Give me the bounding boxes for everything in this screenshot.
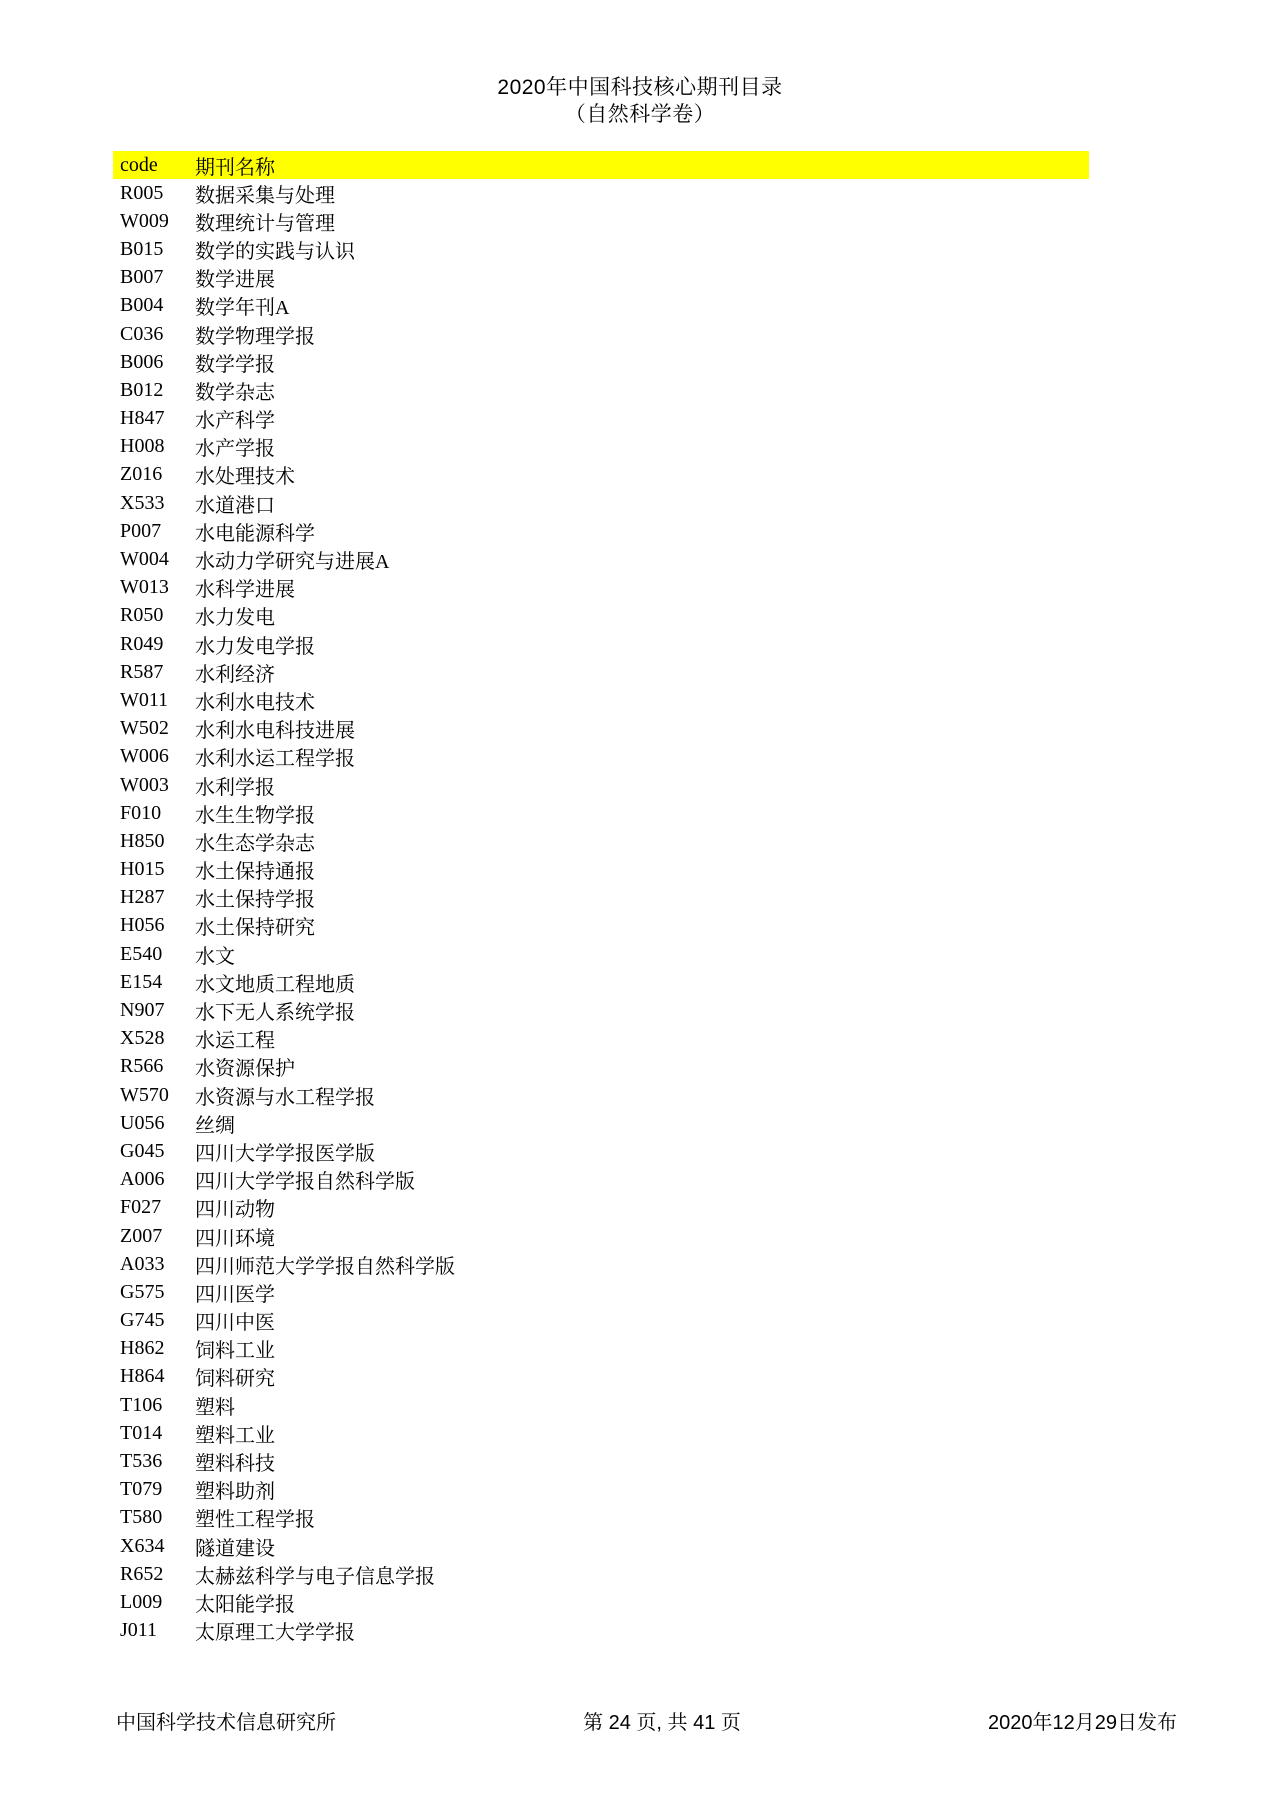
journal-name: 饲料工业	[195, 1340, 275, 1363]
journal-name: 丝绸	[195, 1114, 235, 1137]
journal-code: R587	[120, 660, 164, 683]
journal-name: 数理统计与管理	[195, 212, 335, 235]
table-row	[113, 884, 1089, 912]
table-row	[113, 1250, 1089, 1278]
journal-code: T580	[120, 1506, 163, 1529]
journal-code: R566	[120, 1055, 164, 1078]
journal-code: R652	[120, 1562, 164, 1585]
column-header-name: 期刊名称	[195, 156, 275, 179]
table-row	[113, 179, 1089, 207]
journal-code: H864	[120, 1365, 165, 1388]
journal-code: U056	[120, 1111, 165, 1134]
table-row	[113, 376, 1089, 404]
document-header	[0, 74, 1280, 128]
table-row	[113, 1560, 1089, 1588]
table-header-row	[113, 151, 1089, 179]
table-row	[113, 1222, 1089, 1250]
journal-name: 隧道建设	[195, 1537, 275, 1560]
table-body	[113, 179, 1089, 1645]
journal-name: 水土保持学报	[195, 889, 315, 912]
table-row	[113, 1363, 1089, 1391]
journal-name: 数学杂志	[195, 381, 275, 404]
journal-code: W003	[120, 773, 169, 796]
table-row	[113, 1053, 1089, 1081]
journal-code: H850	[120, 829, 165, 852]
table-row	[113, 433, 1089, 461]
table-row	[113, 1588, 1089, 1616]
journal-code: H008	[120, 435, 165, 458]
journal-name: 四川动物	[195, 1199, 275, 1222]
table-row	[113, 771, 1089, 799]
journal-code: G745	[120, 1309, 165, 1332]
table-row	[113, 207, 1089, 235]
journal-code: F010	[120, 801, 162, 824]
table-row	[113, 968, 1089, 996]
table-row	[113, 461, 1089, 489]
table-row	[113, 405, 1089, 433]
journal-code: R049	[120, 632, 164, 655]
table-row	[113, 1617, 1089, 1645]
journal-name: 水产科学	[195, 410, 275, 433]
table-row	[113, 996, 1089, 1024]
journal-table	[113, 151, 1089, 1645]
table-row	[113, 1109, 1089, 1137]
table-row	[113, 602, 1089, 630]
journal-name: 塑料助剂	[195, 1481, 275, 1504]
journal-code: H862	[120, 1337, 165, 1360]
journal-code: W013	[120, 576, 169, 599]
table-row	[113, 912, 1089, 940]
table-row	[113, 686, 1089, 714]
journal-name: 数据采集与处理	[195, 184, 335, 207]
journal-code: X533	[120, 491, 165, 514]
table-row	[113, 235, 1089, 263]
footer-publish-date: 2020年12月29日发布	[988, 1712, 1177, 1734]
table-row	[113, 348, 1089, 376]
journal-code: A006	[120, 1168, 165, 1191]
journal-name: 塑性工程学报	[195, 1509, 315, 1532]
journal-name: 水利水电科技进展	[195, 720, 355, 743]
table-row	[113, 743, 1089, 771]
journal-name: 水力发电学报	[195, 635, 315, 658]
journal-name: 水土保持研究	[195, 917, 315, 940]
journal-code: C036	[120, 322, 164, 345]
journal-name: 太阳能学报	[195, 1593, 295, 1616]
table-row	[113, 1278, 1089, 1306]
journal-name: 四川环境	[195, 1227, 275, 1250]
table-row	[113, 1476, 1089, 1504]
journal-code: B015	[120, 237, 164, 260]
table-row	[113, 292, 1089, 320]
journal-code: W006	[120, 745, 169, 768]
journal-code: W009	[120, 209, 169, 232]
journal-code: B007	[120, 266, 164, 289]
journal-code: T014	[120, 1421, 163, 1444]
journal-name: 水文	[195, 945, 235, 968]
journal-code: J011	[120, 1619, 158, 1642]
journal-code: B012	[120, 378, 164, 401]
journal-name: 太赫兹科学与电子信息学报	[195, 1565, 435, 1588]
document-title: 2020年中国科技核心期刊目录	[497, 76, 783, 99]
journal-name: 数学进展	[195, 269, 275, 292]
journal-name: 四川师范大学学报自然科学版	[195, 1255, 455, 1278]
table-row	[113, 1391, 1089, 1419]
table-row	[113, 715, 1089, 743]
journal-name: 水电能源科学	[195, 522, 315, 545]
journal-name: 饲料研究	[195, 1368, 275, 1391]
journal-code: H015	[120, 858, 165, 881]
journal-name: 水生态学杂志	[195, 832, 315, 855]
table-row	[113, 1194, 1089, 1222]
journal-name: 水处理技术	[195, 466, 295, 489]
journal-name: 水利学报	[195, 776, 275, 799]
footer-page-info: 第 24 页, 共 41 页	[583, 1712, 741, 1734]
journal-code: H056	[120, 914, 165, 937]
journal-name: 水生生物学报	[195, 804, 315, 827]
journal-name: 四川大学学报自然科学版	[195, 1171, 415, 1194]
table-row	[113, 545, 1089, 573]
journal-code: T106	[120, 1393, 163, 1416]
journal-name: 水产学报	[195, 438, 275, 461]
journal-name: 数学物理学报	[195, 325, 315, 348]
table-row	[113, 1025, 1089, 1053]
journal-name: 塑料工业	[195, 1424, 275, 1447]
column-header-code: code	[120, 153, 158, 176]
table-row	[113, 1335, 1089, 1363]
journal-code: G575	[120, 1280, 165, 1303]
journal-name: 水土保持通报	[195, 861, 315, 884]
journal-name: 水道港口	[195, 494, 275, 517]
journal-code: P007	[120, 519, 162, 542]
table-row	[113, 1447, 1089, 1475]
journal-code: E540	[120, 942, 163, 965]
table-row	[113, 264, 1089, 292]
journal-name: 四川中医	[195, 1312, 275, 1335]
journal-name: 水力发电	[195, 607, 275, 630]
journal-name: 水资源与水工程学报	[195, 1086, 375, 1109]
table-row	[113, 856, 1089, 884]
table-row	[113, 1081, 1089, 1109]
journal-name: 水利经济	[195, 663, 275, 686]
journal-code: Z007	[120, 1224, 163, 1247]
journal-name: 水利水电技术	[195, 691, 315, 714]
journal-code: T536	[120, 1450, 163, 1473]
journal-name: 塑料科技	[195, 1453, 275, 1476]
table-row	[113, 489, 1089, 517]
journal-name: 水运工程	[195, 1030, 275, 1053]
table-row	[113, 1532, 1089, 1560]
table-row	[113, 1307, 1089, 1335]
journal-code: G045	[120, 1139, 165, 1162]
journal-name: 数学年刊A	[195, 297, 290, 320]
table-row	[113, 658, 1089, 686]
page-footer	[116, 1706, 1177, 1735]
journal-code: R005	[120, 181, 164, 204]
table-row	[113, 320, 1089, 348]
journal-name: 水文地质工程地质	[195, 973, 355, 996]
table-row	[113, 827, 1089, 855]
journal-code: H287	[120, 886, 165, 909]
table-row	[113, 1504, 1089, 1532]
table-row	[113, 940, 1089, 968]
journal-code: Z016	[120, 463, 163, 486]
table-row	[113, 1166, 1089, 1194]
journal-code: W011	[120, 688, 169, 711]
document-subtitle: （自然科学卷）	[564, 103, 716, 126]
table-row	[113, 1419, 1089, 1447]
journal-name: 水下无人系统学报	[195, 1002, 355, 1025]
table-row	[113, 1137, 1089, 1165]
journal-code: H847	[120, 407, 165, 430]
journal-name: 水资源保护	[195, 1058, 295, 1081]
journal-name: 水科学进展	[195, 579, 295, 602]
journal-name: 数学的实践与认识	[195, 240, 355, 263]
table-row	[113, 799, 1089, 827]
journal-code: L009	[120, 1590, 163, 1613]
journal-name: 四川医学	[195, 1283, 275, 1306]
journal-name: 太原理工大学学报	[195, 1622, 355, 1645]
journal-code: W502	[120, 717, 169, 740]
journal-code: N907	[120, 999, 165, 1022]
journal-name: 水利水运工程学报	[195, 748, 355, 771]
journal-code: X634	[120, 1534, 165, 1557]
journal-code: T079	[120, 1478, 163, 1501]
journal-name: 数学学报	[195, 353, 275, 376]
journal-code: F027	[120, 1196, 162, 1219]
journal-code: W004	[120, 548, 169, 571]
journal-code: B006	[120, 350, 164, 373]
table-row	[113, 517, 1089, 545]
journal-name: 水动力学研究与进展A	[195, 551, 390, 574]
journal-name: 四川大学学报医学版	[195, 1142, 375, 1165]
footer-publisher: 中国科学技术信息研究所	[116, 1712, 336, 1734]
journal-code: E154	[120, 970, 163, 993]
journal-code: X528	[120, 1027, 165, 1050]
table-row	[113, 574, 1089, 602]
journal-code: W570	[120, 1083, 169, 1106]
table-row	[113, 630, 1089, 658]
journal-code: B004	[120, 294, 164, 317]
journal-name: 塑料	[195, 1396, 235, 1419]
journal-code: R050	[120, 604, 164, 627]
journal-code: A033	[120, 1252, 165, 1275]
